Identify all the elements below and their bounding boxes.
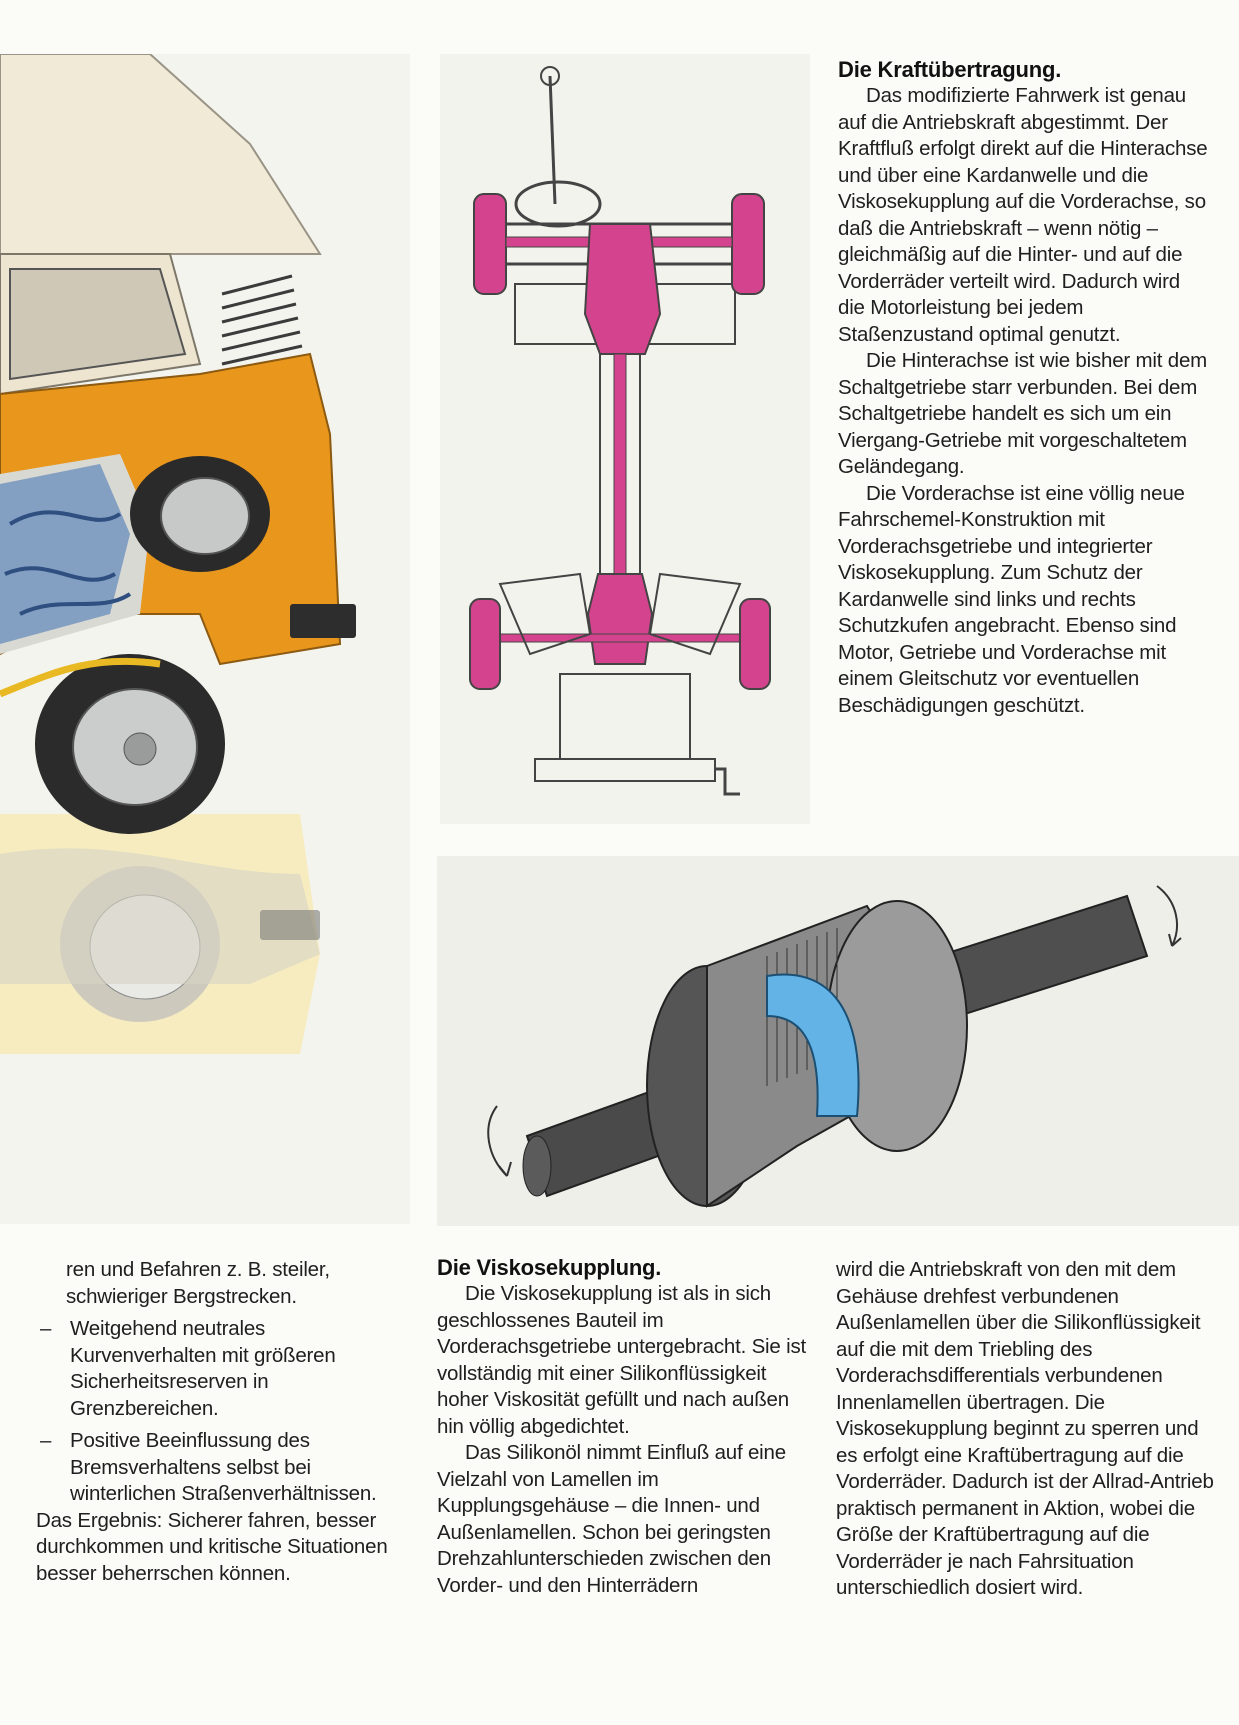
chassis-drivetrain-illustration	[440, 54, 810, 824]
bullet-dash: –	[40, 1429, 52, 1452]
van-cutaway-illustration	[0, 54, 410, 1224]
benefits-column	[36, 1257, 408, 1587]
kraftuebertragung-heading: Die Kraftübertragung.	[838, 57, 1062, 82]
kraftuebertragung-section	[838, 56, 1210, 719]
continuation-text: ren und Befahren z. B. steiler, schwieriger Bergstrecken.	[66, 1258, 330, 1308]
bullet-text: Weitgehend neutrales Kurvenverhalten mit größeren Sicherheitsreserven in Grenzbereichen.	[70, 1317, 336, 1420]
bullet-dash: –	[40, 1317, 52, 1340]
kraftuebertragung-paragraph-2: Die Hinterachse ist wie bisher mit dem Schaltgetriebe starr verbunden. Bei dem Schaltgetriebe handelt es sich um ein Viergang-Getriebe mit vorgeschaltetem Geländegang.	[838, 349, 1208, 478]
viskosekupplung-continuation-text: wird die Antriebskraft von den mit dem Gehäuse drehfest verbundenen Außenlamellen über die Silikonflüssigkeit auf die mit dem Triebling des Vorderachsdifferentials verbundenen Innenlamellen übertragen. Die Viskosekupplung beginnt zu sperren und es erfolgt eine Kraftübertragung auf die Vorderräder. Dadurch ist der Allrad-Antrieb praktisch permanent in Aktion, wobei die Größe der Kraftübertragung auf die Vorderräder je nach Fahrsituation unterschiedlich dosiert wird.	[836, 1258, 1214, 1599]
viskosekupplung-continuation	[836, 1257, 1216, 1602]
bullet-text: Positive Beeinflussung des Bremsverhaltens selbst bei winterlichen Straßenverhältnissen.	[70, 1429, 377, 1505]
viskosekupplung-paragraph-2: Das Silikonöl nimmt Einfluß auf eine Vielzahl von Lamellen im Kupplungsgehäuse – die Innen- und Außenlamellen. Schon bei geringsten Drehzahlunterschieden zwischen den Vorder- und den Hinterrädern	[437, 1441, 786, 1597]
bullet-item	[36, 1428, 408, 1508]
viskosekupplung-section	[437, 1254, 807, 1599]
viskosekupplung-paragraph-1: Die Viskosekupplung ist als in sich geschlossenes Bauteil im Vorderachsgetriebe untergebracht. Sie ist vollständig mit einer Silikonflüssigkeit hoher Viskosität gefüllt und nach außen hin völlig abgedichtet.	[437, 1282, 806, 1438]
viscous-coupling-cutaway-illustration	[437, 856, 1239, 1226]
kraftuebertragung-paragraph-1: Das modifizierte Fahrwerk ist genau auf die Antriebskraft abgestimmt. Der Kraftfluß erfolgt direkt auf die Hinterachse und über eine Kardanwelle und die Viskosekupplung auf die Vorderachse, so daß die Antriebskraft – wenn nötig – gleichmäßig auf die Hinter- und auf die Vorderräder verteilt wird. Dadurch wird die Motorleistung bei jedem Staßenzustand optimal genutzt.	[838, 84, 1208, 346]
viskosekupplung-heading: Die Viskosekupplung.	[437, 1255, 662, 1280]
bullet-item	[36, 1316, 408, 1422]
kraftuebertragung-paragraph-3: Die Vorderachse ist eine völlig neue Fahrschemel-Konstruktion mit Vorderachsgetriebe und integrierter Viskosekupplung. Zum Schutz der Kardanwelle sind links und rechts Schutzkufen angebracht. Ebenso sind Motor, Getriebe und Vorderachse mit einem Gleitschutz vor eventuellen Beschädigungen geschützt.	[838, 481, 1185, 717]
result-paragraph: Das Ergebnis: Sicherer fahren, besser durchkommen und kritische Situationen besser beherrschen können.	[36, 1508, 388, 1585]
